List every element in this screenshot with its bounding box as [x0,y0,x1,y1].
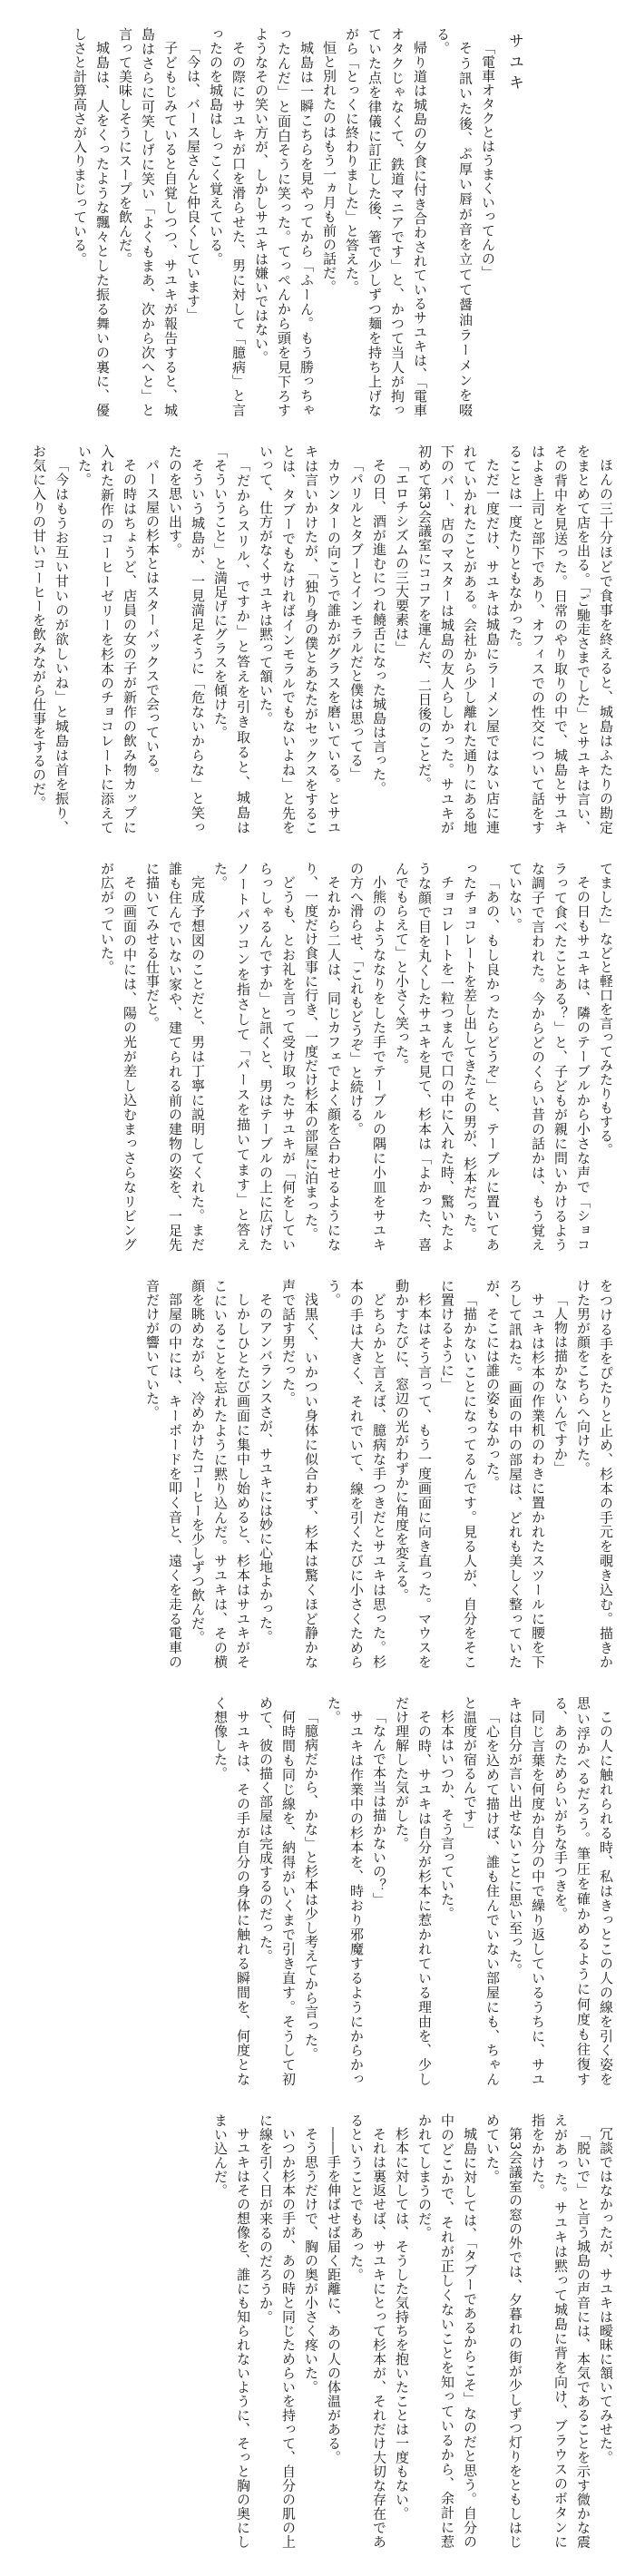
paragraph: ほんの三十分ほどで食事を終えると、城島はふたりの勘定をまとめて店を出る。「ご馳走さまでした」とサユキは言い、その背中を見送った。日常のやり取りの中で、城島とサユキはよき上司と部下であり、オフィスでの性交について話をすることは一度たりともなかった。 [507,444,614,834]
paragraph: 恒と別れたのはもう一ヵ月も前の話だ。 [321,41,337,294]
paragraph: 小熊のようななりをした手でテーブルの隅に小皿をサユキの方へ滑らせ、「これもどうぞ」と続ける。 [348,862,387,1252]
paragraph: そう思うだけで、胸の奥が小さく疼いた。 [303,2127,319,2395]
paragraph: 杉本はいつか、そう言っていた。 [439,1710,455,1921]
paragraph: その日もサユキは、隣のテーブルから小さな声で「ショコラって食べたことある？」と、子どもが親に問いかけるような調子で言われた。今からどのくらい昔の話かは、もう覚えていない。 [507,862,591,1252]
paragraph: 「描かないことになってるんです。見る人が、自分をそこに置けるように」 [439,1279,478,1669]
paragraph: いつか杉本の手が、あの時と同じためらいを持って、自分の肌の上に線を引く日が来るのだろうか。 [258,2113,297,2549]
paragraph: 城島は、人をくったような飄々とした振る舞いの裏に、優しさと計算高さが入りまじっている。 [72,27,111,417]
paragraph: そう訊いた後、ぷ厚い唇が音を立てて醤油ラーメンを啜る。 [435,27,474,417]
paragraph: 「だからスリル、ですか」と答えを引き取ると、城島は「そういうこと」と満足げにグラスを傾けた。 [212,444,251,834]
text-band-1 [18,27,499,417]
paragraph: この人に触れられる時、私はきっとこの人の線を引く姿を思い浮かべるだろう。筆圧を確かめるように何度も往復する、あのためらいがちな手つきを。 [552,1696,614,2086]
text-band-4 [18,1279,617,1669]
paragraph: 同じ言葉を何度か自分の中で繰り返しているうちに、サユキは自分が言い出せないことに思い至った。 [507,1696,546,2086]
paragraph: 浅黒く、いかつい身体に似合わず、杉本は驚くほど静かな声で話す男だった。 [280,1279,319,1669]
paragraph: しかしひとたび画面に集中し始めると、杉本はサユキがそこにいることを忘れたように黙り込んだ。サユキは、その横顔を眺めながら、冷めかけたコーヒーを少しずつ飲んだ。 [190,1279,251,1669]
paragraph: 部屋の中には、キーボードを叩く音と、遠くを走る電車の音だけが響いていた。 [144,1279,183,1669]
paragraph: チョコレートを一粒つまんで口の中に入れた時、驚いたような顔で目を丸くしたサユキを見て、杉本は「よかった、喜んでもらえて」と小さく笑った。 [394,862,455,1252]
paragraph: 城島に対しては、「タブーであるからこそ」なのだと思う。自分の中のどこかで、それが正しくないことを知っているから、余計に惹かれてしまうのだ。 [416,2113,478,2549]
text-band-3 [18,862,617,1252]
paragraph: ――手を伸ばせば届く距離に、あの人の体温がある。 [326,2127,342,2464]
text-band-2 [18,444,617,834]
paragraph: 何時間も同じ線を、納得がいくまで引き直す。そうして初めて、彼の描く部屋は完成するのだった。 [258,1696,297,2086]
paragraph: サユキは、その手が自分の身体に触れる瞬間を、何度となく想像した。 [212,1696,251,2086]
paragraph: 「エロチシズムの三大要素は」 [394,458,410,655]
paragraph: 「人物は描かないんですか」 [552,1293,569,1476]
paragraph: 「あの、もし良かったらどうぞ」と、テーブルに置いてあったチョコレートを差し出してきたその男が、杉本だった。 [462,862,501,1252]
paragraph: その際にサユキが口を滑らせた、男に対して「臆病」と言ったのを城島はしっこく覚えている。 [208,27,247,417]
paragraph: てました」などと軽口を言ってみたりもする。 [598,862,614,1157]
text-band-6 [18,2113,617,2549]
paragraph: 杉本はそう言って、もう一度画面に向き直った。マウスを動かすたびに、窓辺の光がわずかに角度を変える。 [394,1279,433,1669]
paragraph: その時はちょうど、店員の女の子が新作の飲み物カップに入れた新作のコーヒーゼリーを杉本のチョコレートに添えていた。 [76,444,138,834]
paragraph: 「電車オタクとはうまくいってんの」 [480,41,496,280]
paragraph: それから二人は、同じカフェでよく顔を合わせるようになり、一度だけ食事に行き、一度だけ杉本の部屋に泊まった。 [303,862,342,1252]
paragraph: 「脱いで」と言う城島の声音には、本気であることを示す微かな震えがあった。サユキは黙って城島に背を向け、ブラウスのボタンに指をかけた。 [530,2113,591,2549]
paragraph: どちらかと言えば、臆病な手つきだとサユキは思った。杉本の手は大きく、それでいて、線を引くたびに小さくためらう。 [326,1279,387,1669]
paragraph: 子どもじみていると自覚しつつ、サユキが報告すると、城島はさらに可笑しげに笑い「よくもまあ、次から次へと」と言って美味しそうにスープを飲んだ。 [117,27,179,417]
paragraph: サユキはその想像を、誰にも知られないように、そっと胸の奥にしまい込んだ。 [212,2113,251,2549]
paragraph: 城島は一瞬こちらを見やってから「ふーん。もう勝っちゃったんだ」と面白そうに笑った。てっぺんから頭を見下ろすようなその笑い方が、しかしサユキは嫌いではない。 [253,27,315,417]
paragraph: それは裏返せば、サユキにとって杉本が、それだけ大切な存在であるということでもあった。 [348,2113,387,2549]
paragraph: をつける手をぴたりと止め、杉本の手元を覗き込む。描きかけた男が顔をこちらへ向けた。 [575,1279,614,1669]
paragraph: サユキは杉本の作業机のわきに置かれたスツールに腰を下ろして訊ねた。画面の中の部屋は、どれも美しく整っていたが、そこには誰の姿もなかった。 [484,1279,546,1669]
paragraph: そういう城島が、一見満足そうに「危ないからな」と笑ったのを思い出す。 [167,444,206,834]
paragraph: 「今はもうお互い甘いのが欲しいね」と城島は首を振り、お気に入りの甘いコーヒーを飲みながら仕事をするのだ。 [31,444,70,834]
paragraph: 帰り道は城島の夕食に付き合わされているサユキは、「電車オタクじゃなくて、鉄道マニアです」と、かつて当人が拘っていた点を律儀に訂正した後、箸で少しずつ麺を持ち上げながら「とっくに終わりました」と答えた。 [344,27,428,417]
paragraph: その画面の中には、陽の光が差し込むまっさらなリビングが広がっていた。 [99,862,138,1252]
paragraph: カウンターの向こうで誰かがグラスを磨いている。とサユキは言いかけたが、「独り身の僕とあなたがセックスをすることは、タブーでもなければインモラルでもないよね」と先をいって、仕方がなくサユキは黙って頷いた。 [258,444,342,834]
paragraph: 冗談ではなかったが、サユキは曖昧に頷いてみせた。 [598,2127,614,2464]
paragraph: 「なんで本当は描かないの？」 [371,1710,387,1907]
paragraph: ただ一度だけ、サユキは城島にラーメン屋ではない店に連れていかれたことがある。会社から少し離れた通りにある地下のバー、店のマスターは城島の友人らしかった。サユキが初めて第3会議室にココアを運んだ、二日後のことだ。 [416,444,501,834]
text-band-5 [18,1696,617,2086]
paragraph: 「臆病だから、かな」と杉本は少し考えてから言った。 [303,1710,319,2062]
paragraph: 杉本に対しては、そうした気持ちを抱いたことは一度もない。 [394,2127,410,2521]
paragraph: 完成予想図のことだと、男は丁寧に説明してくれた。まだ誰も住んでいない家や、建てられる前の建物の姿を、一足先に描いてみせる仕事だと。 [144,862,206,1252]
paragraph: 「心を込めて描けば、誰も住んでいない部屋にも、ちゃんと温度が宿るんです」 [462,1696,501,2086]
paragraph: サユキは作業中の杉本を、時おり邪魔するようにからかった。 [326,1696,365,2086]
paragraph: パース屋の杉本とはスターバックスで会っている。 [144,458,161,782]
paragraph: どうも、とお礼を言って受け取ったサユキが「何をしていらっしゃるんですか」と訊くと、男はテーブルの上に広げたノートパソコンを指さして「パースを描いてます」と答えた。 [212,862,297,1252]
paragraph: 「パリルとタブーとインモラルだと僕は思ってる」 [348,458,365,782]
chapter-title: サユキ [505,33,523,95]
paragraph: その時、サユキは自分が杉本に惹かれている理由を、少しだけ理解した気がした。 [394,1696,433,2086]
paragraph: その日、酒が進むにつれ饒舌になった城島は言った。 [371,458,387,795]
paragraph: 「今は、バース屋さんと仲良くしています」 [185,41,201,322]
paragraph: そのアンバランスさが、サユキには妙に心地よかった。 [258,1293,274,1644]
paragraph: 第3会議室の窓の外では、夕暮れの街が少しずつ灯りをともしはじめていた。 [484,2113,523,2549]
